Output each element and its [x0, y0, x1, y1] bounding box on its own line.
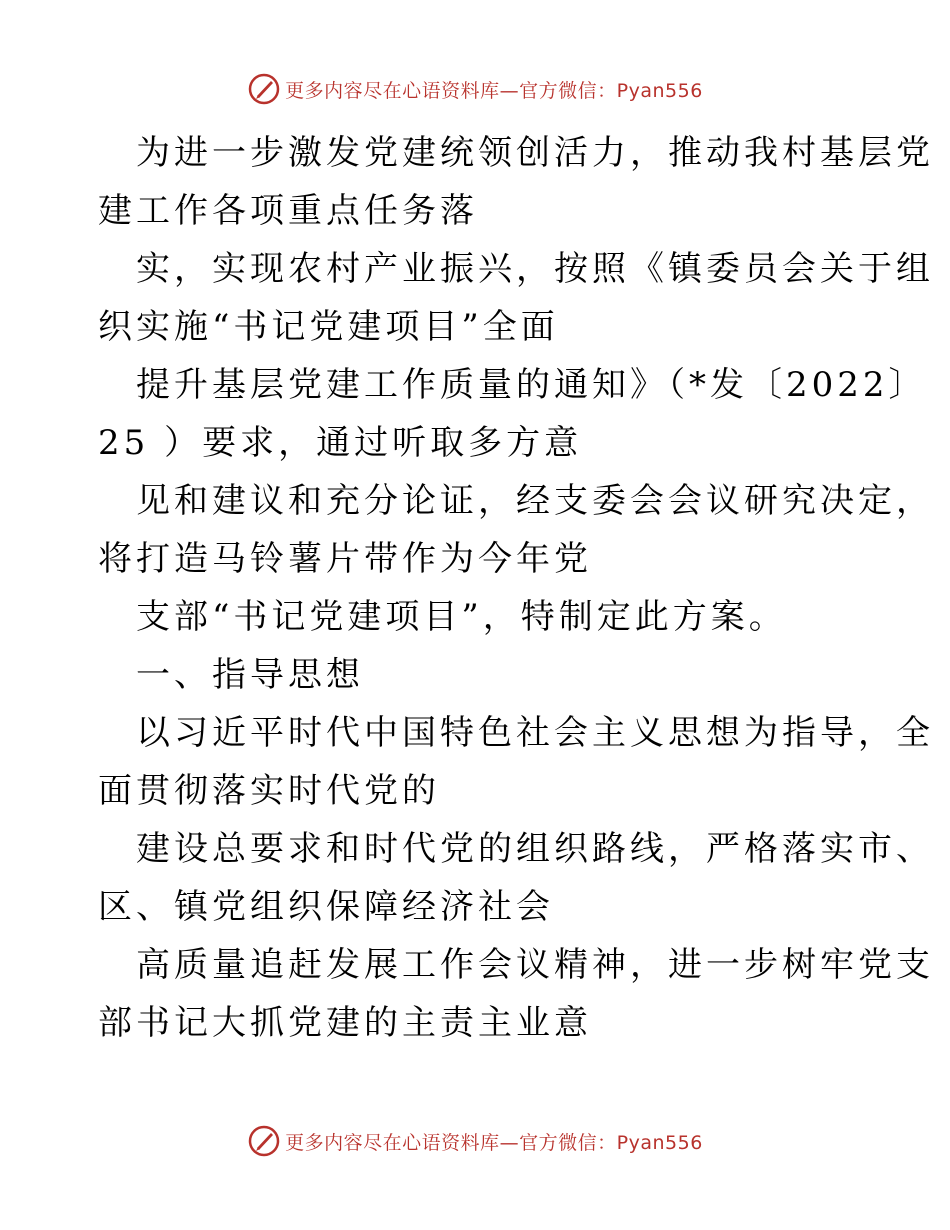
- text-line: 建工作各项重点任务落: [98, 191, 478, 231]
- text-line: 25 ）要求，通过听取多方意: [98, 423, 583, 463]
- text-line: 面贯彻落实时代党的: [98, 771, 440, 811]
- quill-pen-icon: [247, 1124, 281, 1158]
- text-line: 为进一步激发党建统领创活力，推动我村基层党: [136, 133, 934, 173]
- text-line: 区、镇党组织保障经济社会: [98, 887, 554, 927]
- quill-pen-icon: [247, 72, 281, 106]
- text-line: 织实施“书记党建项目”全面: [98, 307, 559, 347]
- section-heading: 一、指导思想: [136, 655, 364, 695]
- text-line: 高质量追赶发展工作会议精神，进一步树牢党支: [136, 945, 934, 985]
- text-line: 见和建议和充分论证，经支委会会议研究决定，: [136, 481, 934, 521]
- document-body: [98, 124, 934, 1052]
- footer-watermark: [0, 1124, 950, 1158]
- text-line: 实，实现农村产业振兴，按照《镇委员会关于组: [136, 249, 934, 289]
- text-line: 以习近平时代中国特色社会主义思想为指导，全: [136, 713, 934, 753]
- text-line: 建设总要求和时代党的组织路线，严格落实市、: [136, 829, 934, 869]
- watermark-text: 更多内容尽在心语资料库—官方微信：Pyan556: [285, 1131, 703, 1154]
- header-watermark: [0, 72, 950, 106]
- watermark-text: 更多内容尽在心语资料库—官方微信：Pyan556: [285, 79, 703, 102]
- text-line: 将打造马铃薯片带作为今年党: [98, 539, 592, 579]
- text-line: 支部“书记党建项目”，特制定此方案。: [136, 597, 787, 637]
- text-line: 提升基层党建工作质量的通知》（*发〔2022〕: [136, 365, 927, 405]
- text-line: 部书记大抓党建的主责主业意: [98, 1003, 592, 1043]
